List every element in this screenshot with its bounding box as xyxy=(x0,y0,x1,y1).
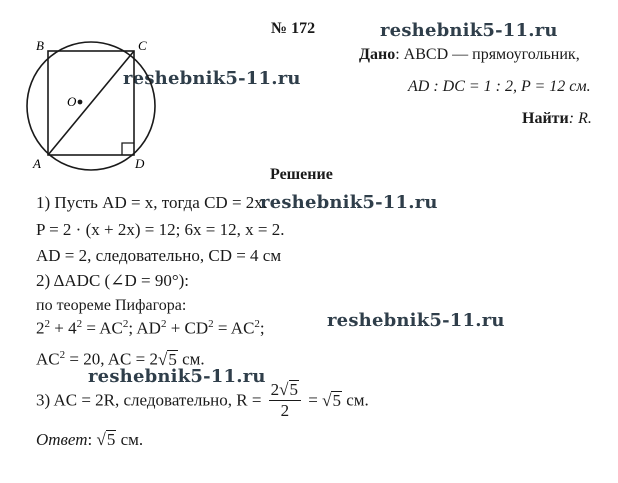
given-line-1 xyxy=(359,46,580,64)
problem-number: № 172 xyxy=(271,20,316,37)
find-text: : R. xyxy=(568,110,592,127)
solution-line-3: AD = 2, следовательно, CD = 4 см xyxy=(36,246,282,265)
solution-heading: Решение xyxy=(270,166,333,183)
solution-line-5: по теореме Пифагора: xyxy=(36,297,187,314)
solution-line-1: 1) Пусть AD = x, тогда CD = 2x. xyxy=(36,193,268,212)
watermark: reshebnik5-11.ru xyxy=(260,192,438,213)
sqrt-sign: √5 xyxy=(157,349,177,369)
solution-line-6: $2^2 + 4^2 = AC^2$; $AD^2 + CD^2 = AC^2$; xyxy=(36,318,265,338)
sqrt-sign: √5 xyxy=(96,430,116,449)
label-b: B xyxy=(36,38,44,53)
label-d: D xyxy=(135,156,145,171)
watermark: reshebnik5-11.ru xyxy=(123,68,301,89)
label-c: C xyxy=(138,38,147,53)
center-point-o xyxy=(78,100,83,105)
circumscribed-circle xyxy=(27,42,155,170)
answer-line: Ответ: √5 см. xyxy=(36,430,144,449)
solution-line-7: $AC^2 = 20$, AC = 2√5 см. xyxy=(36,349,205,369)
watermark: reshebnik5-11.ru xyxy=(327,310,505,331)
fraction: $\frac{2√5}{2}$ xyxy=(269,380,301,421)
watermark: reshebnik5-11.ru xyxy=(88,366,266,387)
given-text: : ABCD — прямоугольник, xyxy=(395,46,580,63)
diagonal-ac xyxy=(48,51,134,155)
given-line-2: AD : DC = 1 : 2, P = 12 см. xyxy=(408,78,591,95)
sqrt-sign: √5 xyxy=(322,390,341,410)
answer-label: Ответ xyxy=(36,430,88,449)
right-angle-mark xyxy=(122,143,134,155)
label-a: A xyxy=(33,156,41,171)
solution-line-8: 3) AC = 2R, следовательно, R = $\frac{2√5}{2}$ = √5 см. xyxy=(36,380,369,420)
sqrt-sign: √5 xyxy=(279,380,299,399)
solution-line-2: P = 2 · (x + 2x) = 12; 6x = 12, x = 2. xyxy=(36,220,285,239)
geometry-figure xyxy=(14,34,164,174)
given-label: Дано xyxy=(359,46,396,63)
label-o: O xyxy=(67,94,77,109)
find-line xyxy=(522,110,592,128)
find-label: Найти xyxy=(522,110,569,127)
watermark: reshebnik5-11.ru xyxy=(380,20,558,41)
solution-line-4: 2) ΔADC (∠D = 90°): xyxy=(36,271,189,290)
